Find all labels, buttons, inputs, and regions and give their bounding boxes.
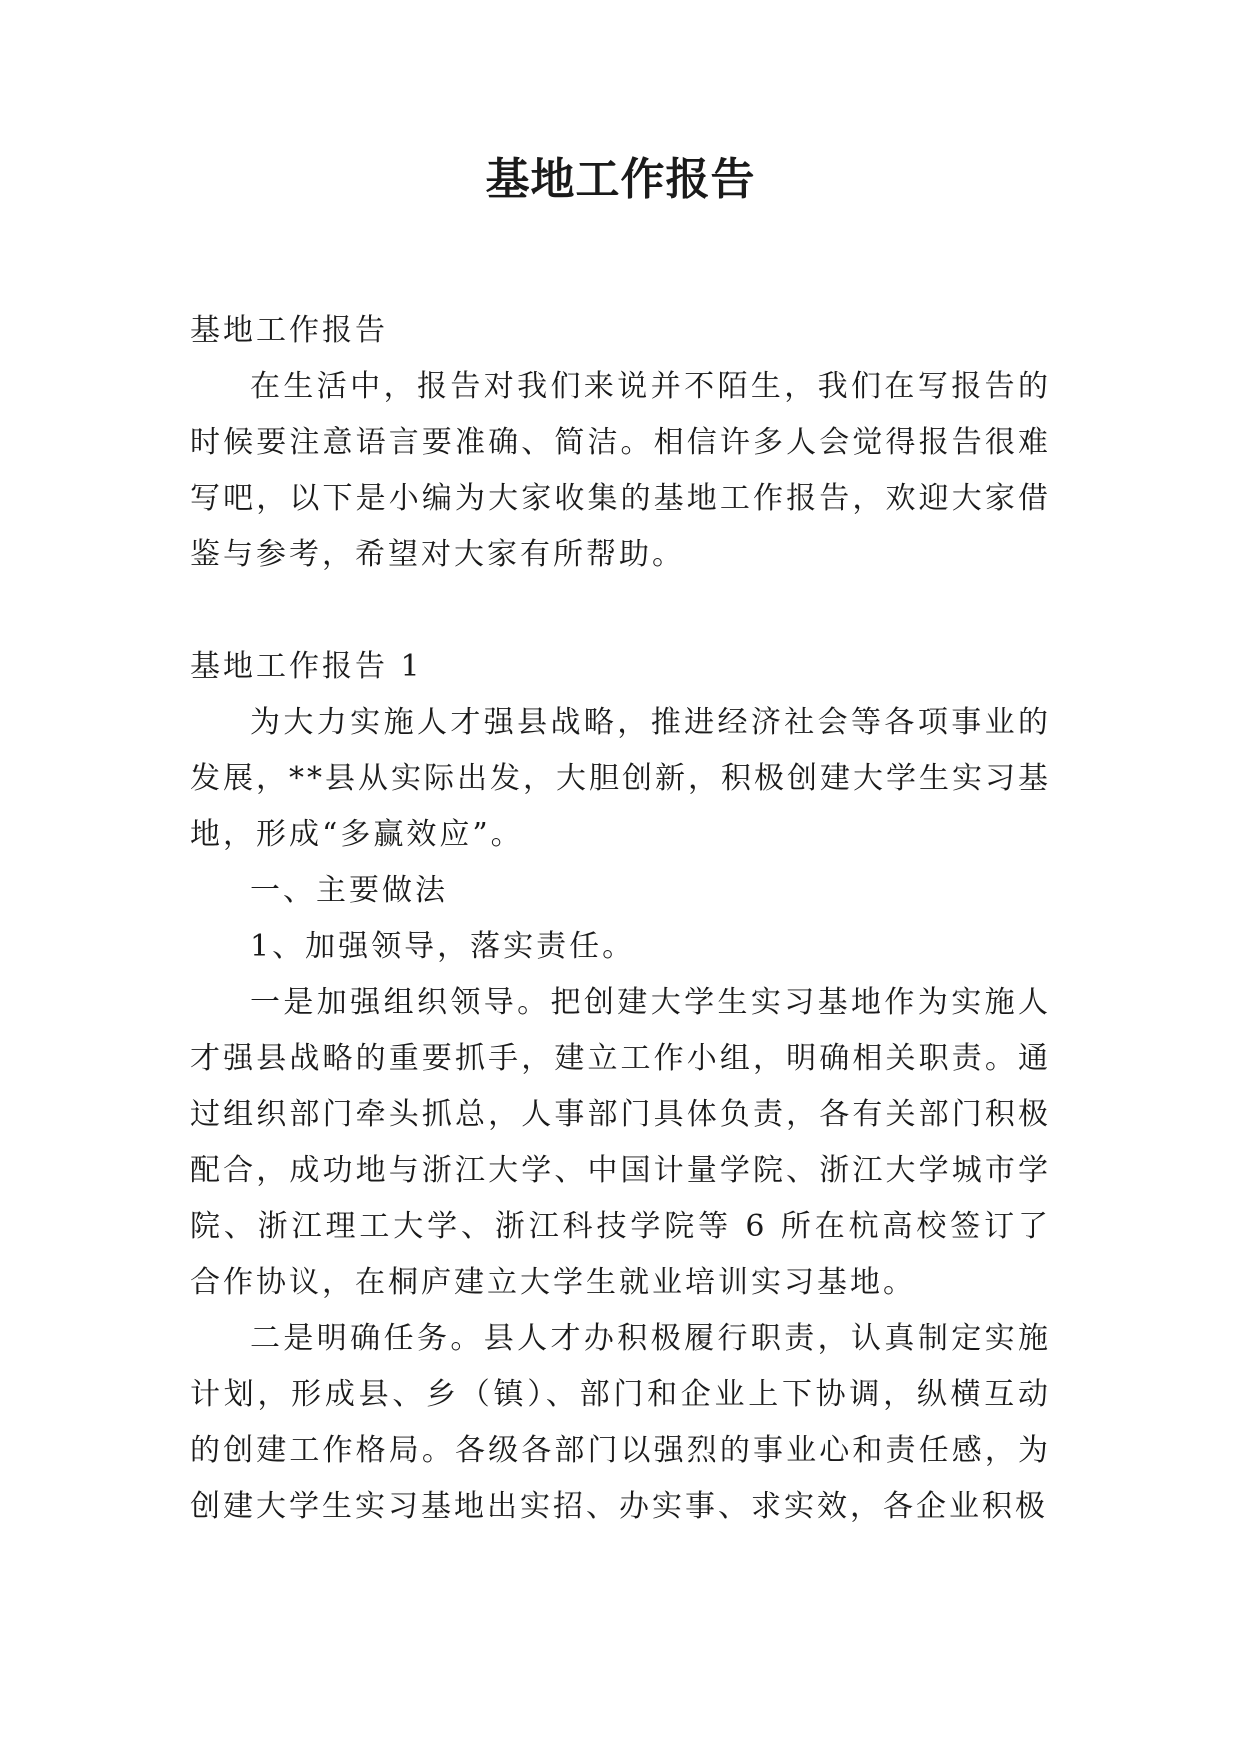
- item-heading: 1、加强领导，落实责任。: [250, 929, 636, 964]
- tasks-paragraph: 二是明确任务。县人才办积极履行职责，认真制定实施计划，形成县、乡（镇）、部门和企业上下协调，纵横互动的创建工作格局。各级各部门以强烈的事业心和责任感，为创建大学生实习基地出实招、办实事、求实效，各企业积极: [190, 1321, 1051, 1524]
- section-intro-paragraph: 为大力实施人才强县战略，推进经济社会等各项事业的发展，**县从实际出发，大胆创新，积极创建大学生实习基地，形成“多赢效应”。: [190, 705, 1051, 852]
- document-title: 基地工作报告: [485, 154, 756, 205]
- subtitle: 基地工作报告: [190, 313, 388, 348]
- leadership-paragraph: 一是加强组织领导。把创建大学生实习基地作为实施人才强县战略的重要抓手，建立工作小组，明确相关职责。通过组织部门牵头抓总，人事部门具体负责，各有关部门积极配合，成功地与浙江大学、中国计量学院、浙江大学城市学院、浙江理工大学、浙江科技学院等 6 所在杭高校签订了合作协议，在桐庐建立大学生就业培训实习基地。: [190, 985, 1051, 1300]
- spacer: [190, 583, 1051, 639]
- section-heading: 基地工作报告 1: [190, 649, 423, 684]
- intro-paragraph: 在生活中，报告对我们来说并不陌生，我们在写报告的时候要注意语言要准确、简洁。相信许多人会觉得报告很难写吧，以下是小编为大家收集的基地工作报告，欢迎大家借鉴与参考，希望对大家有所帮助。: [190, 369, 1051, 572]
- part-heading: 一、主要做法: [250, 873, 448, 908]
